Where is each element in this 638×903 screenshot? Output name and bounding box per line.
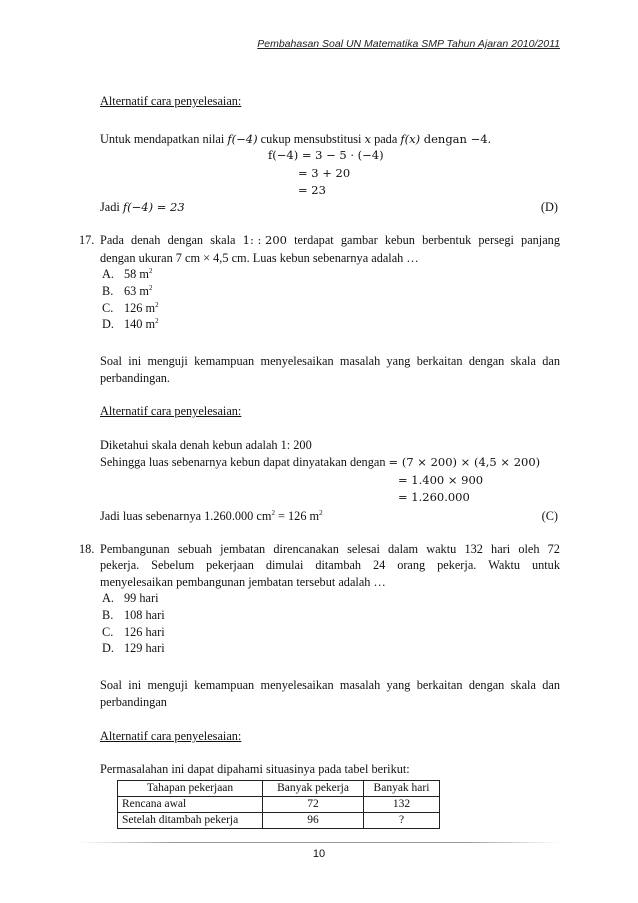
q16-alt-title: Alternatif cara penyelesaian: <box>100 94 242 108</box>
q16-intro: Untuk mendapatkan nilai f(−4) cukup mensubstitusi x pada f(x) dengan −4. <box>100 132 492 146</box>
q17-known: Diketahui skala denah kebun adalah 1: 200 <box>100 438 312 452</box>
table-row <box>118 813 440 829</box>
q18-option-a: A. 99 hari <box>102 591 159 605</box>
q18-option-d: D. 129 hari <box>102 641 165 655</box>
q17-option-d: D. 140 $m^2$ <box>102 317 159 331</box>
q17-calc-line1: Sehingga luas sebenarnya kebun dapat dinyatakan dengan = (7 × 200) × (4,5 × 200) <box>100 455 541 469</box>
q17-question-line2: dengan ukuran 7 cm × 4,5 cm. Luas kebun sebenarnya adalah … <box>100 251 419 265</box>
q17-option-c: C. 126 $m^2$ <box>102 301 159 315</box>
q16-conclusion: Jadi f(−4) = 23 <box>100 200 185 214</box>
table-cell: Setelah ditambah pekerja <box>118 813 263 829</box>
table-row <box>118 797 440 813</box>
q18-purpose-line1: Soal ini menguji kemampuan menyelesaikan masalah yang berkaitan dengan skala dan <box>100 678 560 692</box>
q18-table-intro: Permasalahan ini dapat dipahami situasinya pada tabel berikut: <box>100 762 410 776</box>
q16-eq2: = 3 + 20 <box>298 166 351 180</box>
q18-purpose-line2: perbandingan <box>100 695 167 709</box>
q17-number: 17. <box>79 233 95 247</box>
ratio-table <box>117 780 440 829</box>
q16-eq1: f(−4) = 3 − 5 · (−4) <box>268 148 384 162</box>
q17-calc-line2: = 1.400 × 900 <box>398 473 484 487</box>
table-cell: 72 <box>263 797 364 813</box>
q17-question-line1: Pada denah dengan skala 1: : 200 terdapat gambar kebun berbentuk persegi panjang <box>100 233 560 247</box>
table-header-cell: Tahapan pekerjaan <box>118 781 263 797</box>
q17-option-a: A. 58 $m^2$ <box>102 267 153 281</box>
table-header-row <box>118 781 440 797</box>
q17-purpose-line2: perbandingan. <box>100 371 170 385</box>
table-header-cell: Banyak pekerja <box>263 781 364 797</box>
q16-eq3: = 23 <box>298 183 326 197</box>
q18-question-line1: Pembangunan sebuah jembatan direncanakan selesai dalam waktu 132 hari oleh 72 <box>100 542 560 556</box>
q18-option-b: B. 108 hari <box>102 608 165 622</box>
page-number: 10 <box>312 848 326 860</box>
q16-answer: (D) <box>540 200 558 214</box>
q17-purpose-line1: Soal ini menguji kemampuan menyelesaikan masalah yang berkaitan dengan skala dan <box>100 354 560 368</box>
q18-question-line2: pekerja. Sebelum pekerjaan dimulai ditambah 24 orang pekerja. Waktu untuk <box>100 558 560 572</box>
q18-alt-title: Alternatif cara penyelesaian: <box>100 729 242 743</box>
table-cell: 132 <box>364 797 440 813</box>
q18-question-line3: menyelesaikan pembangunan jembatan tersebut adalah … <box>100 575 386 589</box>
running-header: Pembahasan Soal UN Matematika SMP Tahun Ajaran 2010/2011 <box>257 38 560 50</box>
table-cell: ? <box>364 813 440 829</box>
q18-option-c: C. 126 hari <box>102 625 165 639</box>
q17-alt-title: Alternatif cara penyelesaian: <box>100 404 242 418</box>
q17-option-b: B. 63 $m^2$ <box>102 284 153 298</box>
footer-divider <box>78 842 560 843</box>
table-cell: 96 <box>263 813 364 829</box>
table-header-cell: Banyak hari <box>364 781 440 797</box>
q17-conclusion: Jadi luas sebenarnya 1.260.000 $cm^2 = 126$ $m^2$ <box>100 509 323 523</box>
table-cell: Rencana awal <box>118 797 263 813</box>
q17-calc-line3: = 1.260.000 <box>398 490 470 504</box>
q17-answer: (C) <box>541 509 558 523</box>
q18-number: 18. <box>79 542 95 556</box>
